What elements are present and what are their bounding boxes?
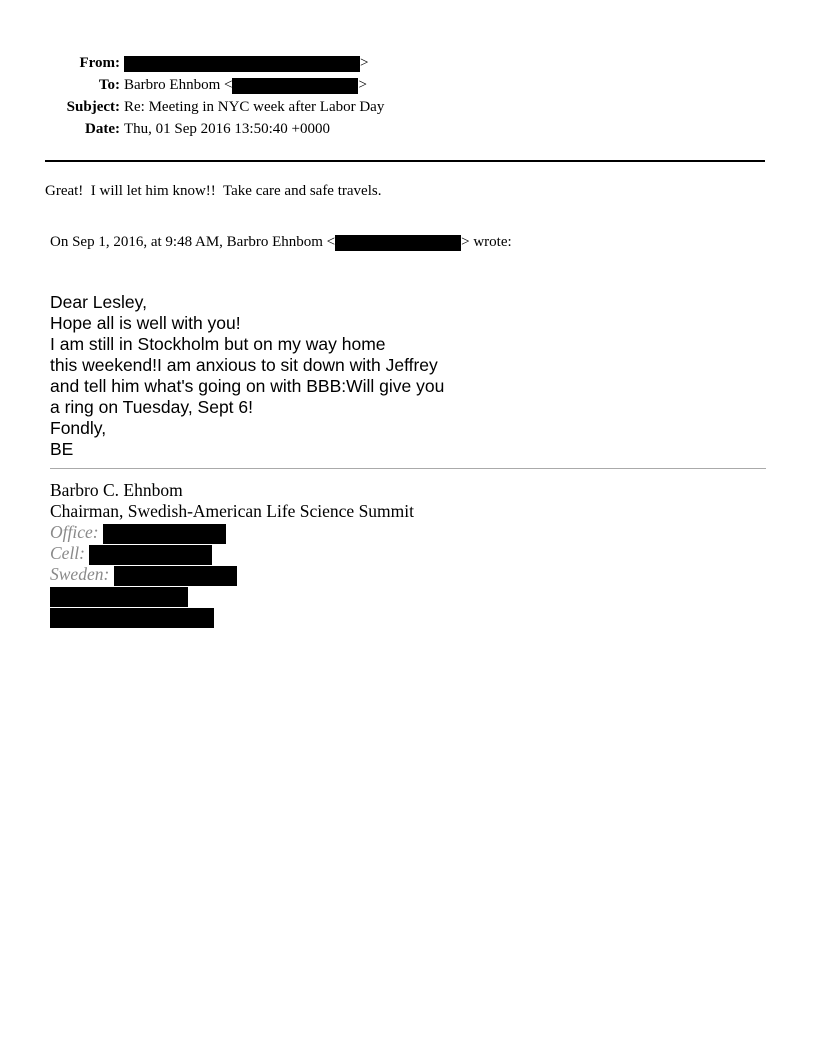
- signature-name: Barbro C. Ehnbom: [50, 480, 183, 500]
- quote-line: Fondly,: [50, 418, 107, 438]
- signature-redacted-line: [50, 606, 414, 627]
- to-value: [124, 76, 367, 94]
- subject-row: [0, 98, 816, 116]
- quote-line: I am still in Stockholm but on my way home: [50, 334, 386, 354]
- reply-text: Great! I will let him know!! Take care and safe travels.: [45, 183, 382, 199]
- redaction-box: [232, 78, 358, 94]
- to-row: [0, 76, 816, 94]
- redaction-box: [50, 608, 214, 628]
- date-value: Thu, 01 Sep 2016 13:50:40 +0000: [124, 121, 330, 137]
- date-row: [0, 120, 816, 138]
- redaction-box: [124, 56, 360, 72]
- signature-office: [50, 522, 414, 543]
- quote-intro-suffix: > wrote:: [461, 234, 512, 250]
- redaction-box: [103, 524, 226, 544]
- quote-line: Hope all is well with you!: [50, 313, 241, 333]
- quote-intro: [50, 234, 512, 251]
- quote-line: Dear Lesley,: [50, 292, 147, 312]
- quoted-message: [50, 292, 444, 460]
- header-divider: [45, 160, 765, 162]
- to-name: Barbro Ehnbom <: [124, 77, 233, 93]
- quote-intro-prefix: On Sep 1, 2016, at 9:48 AM, Barbro Ehnbom <: [50, 234, 336, 250]
- subject-value: Re: Meeting in NYC week after Labor Day: [124, 99, 385, 115]
- signature-redacted-line: [50, 585, 414, 606]
- signature-sweden: [50, 564, 414, 585]
- signature-divider: [50, 468, 766, 469]
- redaction-box: [50, 587, 188, 607]
- to-suffix: >: [358, 77, 367, 93]
- redaction-box: [335, 235, 461, 251]
- cell-label: Cell:: [50, 543, 85, 563]
- signature-title: Chairman, Swedish-American Life Science Summit: [50, 501, 415, 521]
- date-label: Date:: [85, 121, 120, 137]
- signature-cell: [50, 543, 414, 564]
- from-suffix: >: [360, 55, 369, 71]
- from-row: [0, 54, 816, 72]
- sweden-label: Sweden:: [50, 564, 110, 584]
- signature-block: [50, 480, 414, 627]
- quote-line: a ring on Tuesday, Sept 6!: [50, 397, 254, 417]
- office-label: Office:: [50, 522, 99, 542]
- quote-line: this weekend!I am anxious to sit down with Jeffrey: [50, 355, 438, 375]
- quote-line: and tell him what's going on with BBB:Will give you: [50, 376, 445, 396]
- quote-line: BE: [50, 439, 74, 459]
- redaction-box: [114, 566, 237, 586]
- subject-label: Subject:: [66, 99, 120, 115]
- from-label: From:: [79, 55, 120, 71]
- to-label: To:: [98, 77, 120, 93]
- redaction-box: [89, 545, 212, 565]
- from-value: [124, 54, 368, 72]
